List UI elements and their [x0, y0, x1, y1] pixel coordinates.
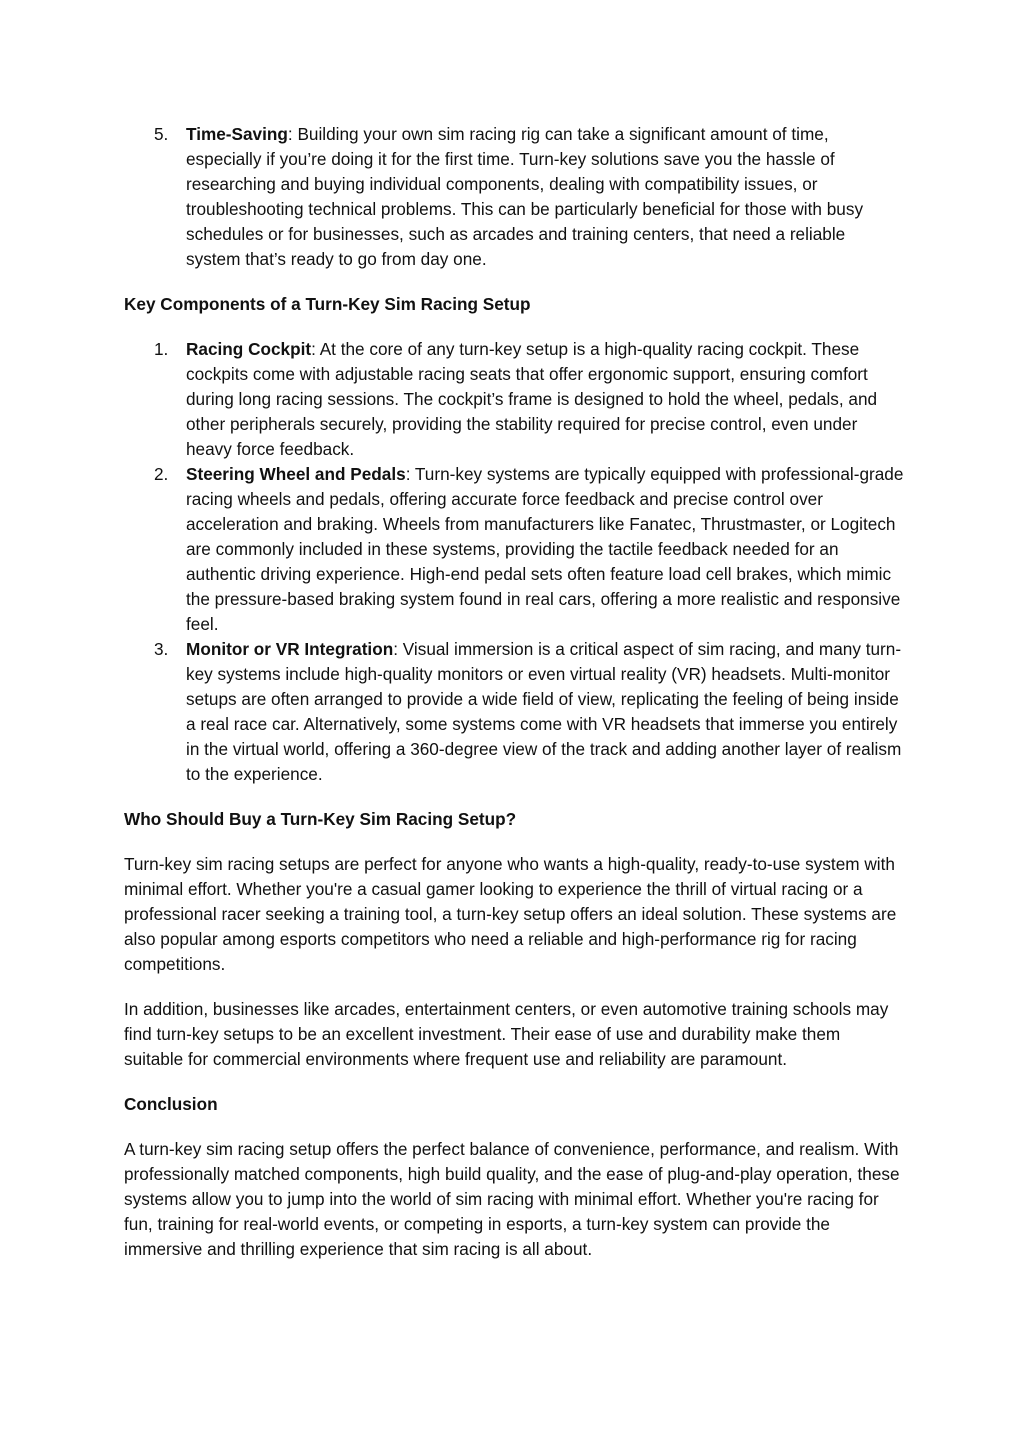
section-heading-conclusion: Conclusion	[124, 1094, 218, 1114]
list-item-term: Steering Wheel and Pedals	[186, 464, 406, 484]
list-item-text: : Turn-key systems are typically equipped with professional-grade racing wheels and pedals, offering accurate force feedback and precise control over acceleration and braking. Wheels from manufacturers like Fanatec, Thrustmaster, or Logitech are commonly included in these systems, providing the tactile feedback needed for an authentic driving experience. High-end pedal sets often feature load cell brakes, which mimic the pressure-based braking system found in real cars, offering a more realistic and responsive feel.	[186, 464, 904, 634]
list-item-number: 1.	[154, 339, 169, 359]
section-heading-who-should-buy: Who Should Buy a Turn-Key Sim Racing Setup?	[124, 809, 517, 829]
list-item-steering-wheel-pedals	[124, 462, 904, 637]
paragraph-who-1: Turn-key sim racing setups are perfect for anyone who wants a high-quality, ready-to-use system with minimal effort. Whether you're a casual gamer looking to experience the thrill of virtual racing or a professional racer seeking a training tool, a turn-key setup offers an ideal solution. These systems are also popular among esports competitors who need a reliable and high-performance rig for racing competitions.	[124, 854, 897, 974]
list-item-number: 2.	[154, 464, 169, 484]
paragraph-conclusion: A turn-key sim racing setup offers the perfect balance of convenience, performance, and realism. With professionally matched components, high build quality, and the ease of plug-and-play operation, these systems allow you to jump into the world of sim racing with minimal effort. Whether you're racing for fun, training for real-world events, or competing in esports, a turn-key system can provide the immersive and thrilling experience that sim racing is all about.	[124, 1139, 900, 1259]
benefits-list	[124, 122, 904, 272]
list-item-number: 5.	[154, 124, 169, 144]
list-item-racing-cockpit	[124, 337, 904, 462]
list-item-term: Monitor or VR Integration	[186, 639, 394, 659]
list-item-term: Time-Saving	[186, 124, 288, 144]
list-item-term: Racing Cockpit	[186, 339, 312, 359]
section-heading-key-components: Key Components of a Turn-Key Sim Racing Setup	[124, 294, 531, 314]
list-item-monitor-vr	[124, 637, 904, 787]
list-item-text: : Building your own sim racing rig can take a significant amount of time, especially if you’re doing it for the first time. Turn-key solutions save you the hassle of researching and buying individual components, dealing with compatibility issues, or troubleshooting technical problems. This can be particularly beneficial for those with busy schedules or for businesses, such as arcades and training centers, that need a reliable system that’s ready to go from day one.	[186, 124, 864, 269]
list-item-text: : Visual immersion is a critical aspect of sim racing, and many turn-key systems include high-quality monitors or even virtual reality (VR) headsets. Multi-monitor setups are often arranged to provide a wide field of view, replicating the feeling of being inside a real race car. Alternatively, some systems come with VR headsets that immerse you entirely in the virtual world, offering a 360-degree view of the track and adding another layer of realism to the experience.	[186, 639, 902, 784]
paragraph-who-2: In addition, businesses like arcades, entertainment centers, or even automotive training schools may find turn-key setups to be an excellent investment. Their ease of use and durability make them suitable for commercial environments where frequent use and reliability are paramount.	[124, 999, 889, 1069]
list-item-text: : At the core of any turn-key setup is a high-quality racing cockpit. These cockpits come with adjustable racing seats that offer ergonomic support, ensuring comfort during long racing sessions. The cockpit’s frame is designed to hold the wheel, pedals, and other peripherals securely, providing the stability required for precise control, even under heavy force feedback.	[186, 339, 878, 459]
list-item-time-saving	[124, 122, 904, 272]
document-page	[124, 122, 904, 1262]
components-list	[124, 337, 904, 787]
list-item-number: 3.	[154, 639, 169, 659]
